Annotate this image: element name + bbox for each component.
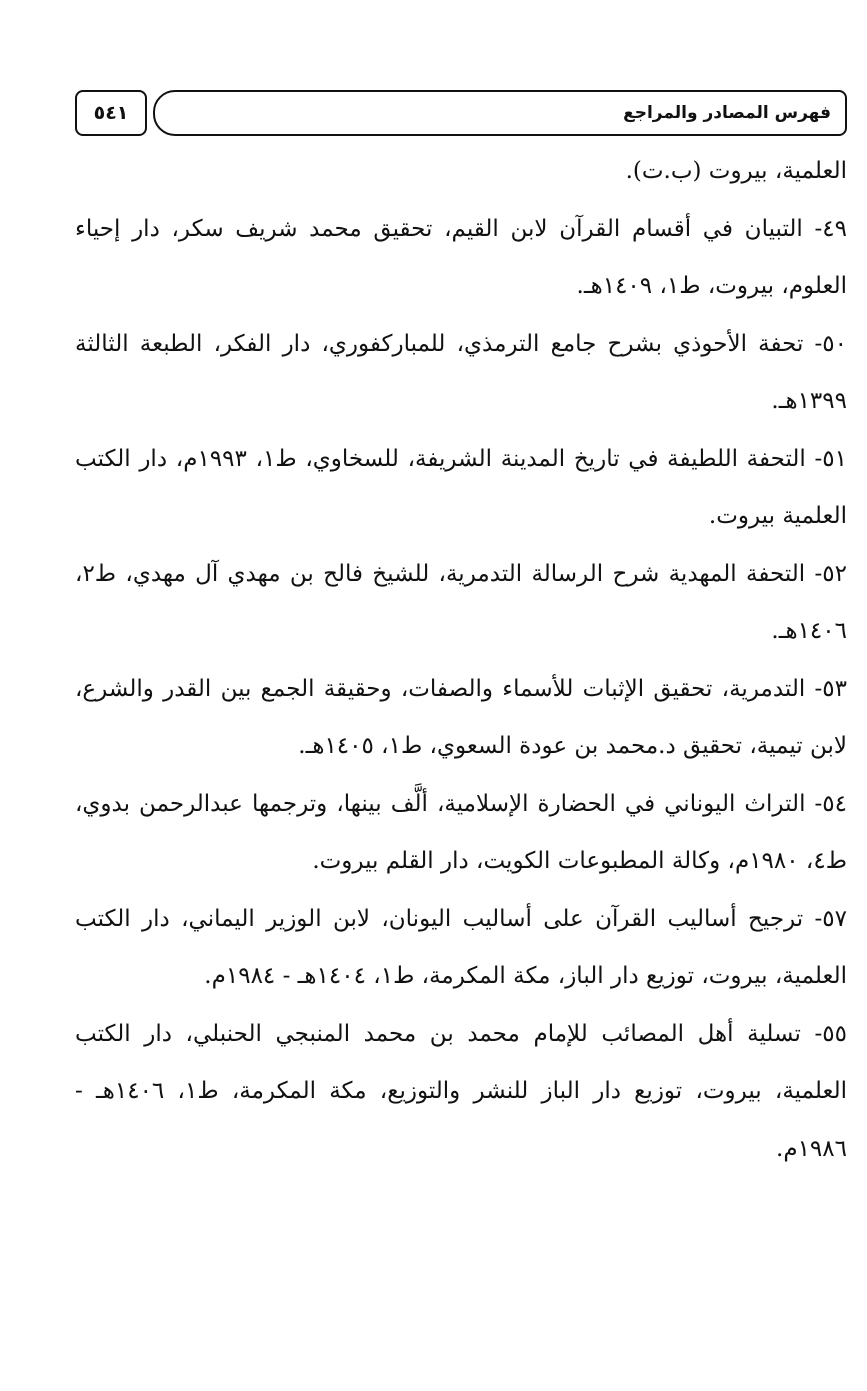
page-header <box>75 90 847 138</box>
bibliography-entry-54: ٥٤- التراث اليوناني في الحضارة الإسلامية، ألَّف بينها، وترجمها عبدالرحمن بدوي، ط٤، ١٩٨٠م، وكالة المطبوعات الكويت، دار القلم بيروت. <box>75 790 848 874</box>
bibliography-entry-49: ٤٩- التبيان في أقسام القرآن لابن القيم، تحقيق محمد شريف سكر، دار إحياء العلوم، بيروت، ط١، ١٤٠٩هـ. <box>75 215 847 299</box>
bibliography-list <box>75 143 847 1178</box>
bibliography-entry-55: ٥٥- تسلية أهل المصائب للإمام محمد بن محمد المنبجي الحنبلي، دار الكتب العلمية، بيروت، توزيع دار الباز للنشر والتوزيع، مكة المكرمة، ط١، ١٤٠٦هـ - ١٩٨٦م. <box>75 1020 848 1162</box>
bibliography-entry-53: ٥٣- التدمرية، تحقيق الإثبات للأسماء والصفات، وحقيقة الجمع بين القدر والشرع، لابن تيمية، تحقيق د.محمد بن عودة السعوي، ط١، ١٤٠٥هـ. <box>75 675 847 759</box>
bibliography-entry-continued: العلمية، بيروت (ب.ت). <box>625 158 847 184</box>
running-title: فهرس المصادر والمراجع <box>153 90 847 136</box>
bibliography-entry-52: ٥٢- التحفة المهدية شرح الرسالة التدمرية، للشيخ فالح بن مهدي آل مهدي، ط٢، ١٤٠٦هـ. <box>75 560 847 644</box>
bibliography-entry-57: ٥٧- ترجيح أساليب القرآن على أساليب اليونان، لابن الوزير اليماني، دار الكتب العلمية، بيروت، توزيع دار الباز، مكة المكرمة، ط١، ١٤٠٤هـ - ١٩٨٤م. <box>75 905 847 989</box>
bibliography-entry-51: ٥١- التحفة اللطيفة في تاريخ المدينة الشريفة، للسخاوي، ط١، ١٩٩٣م، دار الكتب العلمية بيروت. <box>75 445 848 529</box>
page-number: ٥٤١ <box>75 90 147 136</box>
bibliography-entry-50: ٥٠- تحفة الأحوذي بشرح جامع الترمذي، للمباركفوري، دار الفكر، الطبعة الثالثة ١٣٩٩هـ. <box>75 330 847 414</box>
